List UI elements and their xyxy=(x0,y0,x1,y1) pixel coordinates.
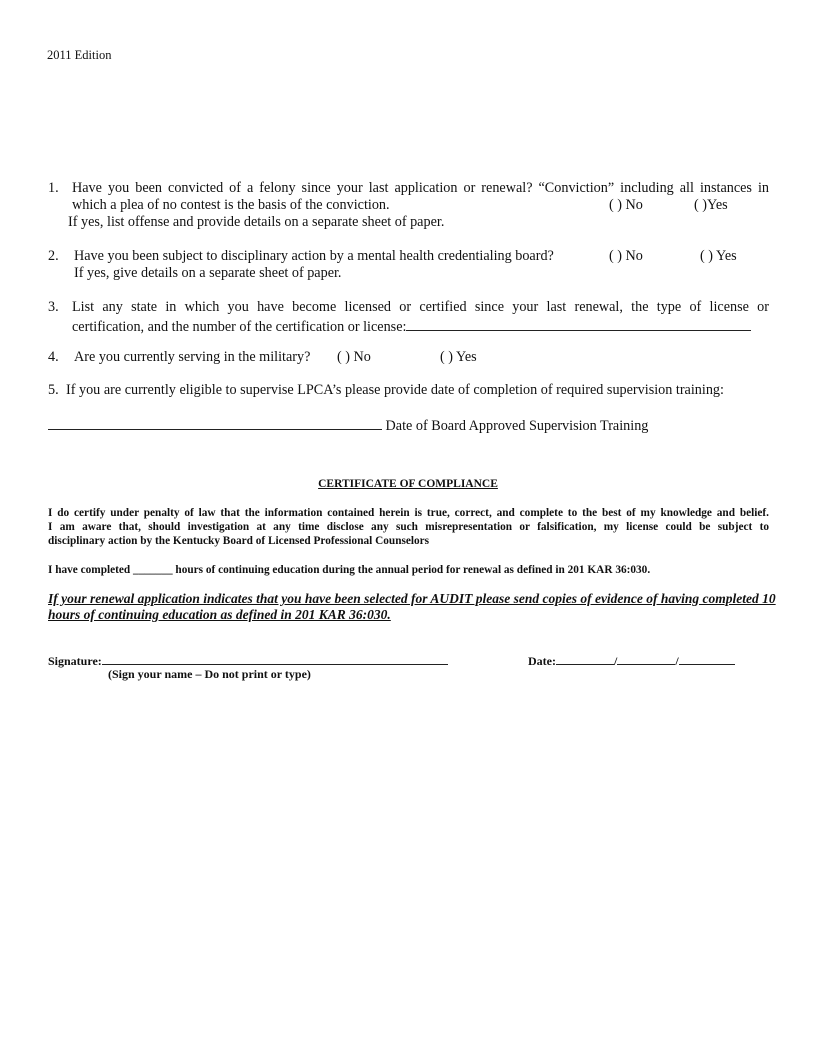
hours-after: hours of continuing education during the annual period for renewal as defined in 201 KAR 36:030. xyxy=(175,564,651,576)
question-4-yes-checkbox[interactable]: ( ) Yes xyxy=(440,349,477,365)
hours-statement xyxy=(48,564,650,576)
hours-before: I have completed xyxy=(48,564,131,576)
certificate-title: CERTIFICATE OF COMPLIANCE xyxy=(318,478,498,490)
signature-label: Signature: xyxy=(48,654,102,668)
question-1-line3: If yes, list offense and provide details on a separate sheet of paper. xyxy=(68,214,445,230)
question-5-text: If you are currently eligible to supervise LPCA’s please provide date of completion of required supervision training: xyxy=(66,382,724,398)
question-3-line2: certification, and the number of the certification or license: xyxy=(72,319,407,335)
certificate-para-line3: disciplinary action by the Kentucky Board of Licensed Professional Counselors xyxy=(48,535,430,547)
date-row xyxy=(528,651,735,669)
question-1-number: 1. xyxy=(48,180,59,196)
date-label: Date: xyxy=(528,654,556,668)
question-2-no-checkbox[interactable]: ( ) No xyxy=(609,248,643,264)
license-number-field[interactable] xyxy=(406,316,751,331)
question-1-line2: which a plea of no contest is the basis of the conviction. xyxy=(72,197,390,213)
signature-note: (Sign your name – Do not print or type) xyxy=(108,667,311,681)
question-2-number: 2. xyxy=(48,248,59,264)
question-4-number: 4. xyxy=(48,349,59,365)
hours-blank-field[interactable]: _______ xyxy=(133,564,173,576)
supervision-date-row xyxy=(48,415,648,435)
question-1-no-checkbox[interactable]: ( ) No xyxy=(609,197,643,213)
question-4-text: Are you currently serving in the military? xyxy=(74,349,311,365)
question-2-line1: Have you been subject to disciplinary action by a mental health credentialing board? xyxy=(74,248,554,264)
date-separator-1: / xyxy=(613,654,618,668)
supervision-date-field[interactable] xyxy=(48,415,382,430)
question-3-line2-wrap xyxy=(72,316,751,336)
supervision-date-label: Date of Board Approved Supervision Training xyxy=(385,418,649,434)
signature-field[interactable] xyxy=(102,651,448,665)
certificate-para-line1: I do certify under penalty of law that the information contained herein is true, correct, and complete to the best of my knowledge and belief. xyxy=(48,507,769,519)
question-1-line1: Have you been convicted of a felony since your last application or renewal? “Conviction” including all instances in xyxy=(72,180,769,196)
date-year-field[interactable] xyxy=(679,651,735,665)
question-3-line1: List any state in which you have become licensed or certified since your last renewal, the type of license or xyxy=(72,299,769,315)
certificate-para-line2: I am aware that, should investigation at any time disclose any such misrepresentation or falsification, my license could be subject to xyxy=(48,521,769,533)
audit-notice-line1: If your renewal application indicates that you have been selected for AUDIT please send copies of evidence of having completed 10 xyxy=(48,591,776,606)
question-3-number: 3. xyxy=(48,299,59,315)
date-month-field[interactable] xyxy=(556,651,614,665)
question-2-yes-checkbox[interactable]: ( ) Yes xyxy=(700,248,737,264)
edition-label: 2011 Edition xyxy=(47,48,112,62)
question-2-line2: If yes, give details on a separate sheet of paper. xyxy=(74,265,342,281)
question-5-number: 5. xyxy=(48,382,59,398)
date-separator-2: / xyxy=(675,654,679,668)
question-4-no-checkbox[interactable]: ( ) No xyxy=(337,349,371,365)
question-1-yes-checkbox[interactable]: ( )Yes xyxy=(694,197,728,213)
audit-notice-line2: hours of continuing education as defined in 201 KAR 36:030. xyxy=(48,607,391,622)
date-day-field[interactable] xyxy=(617,651,675,665)
